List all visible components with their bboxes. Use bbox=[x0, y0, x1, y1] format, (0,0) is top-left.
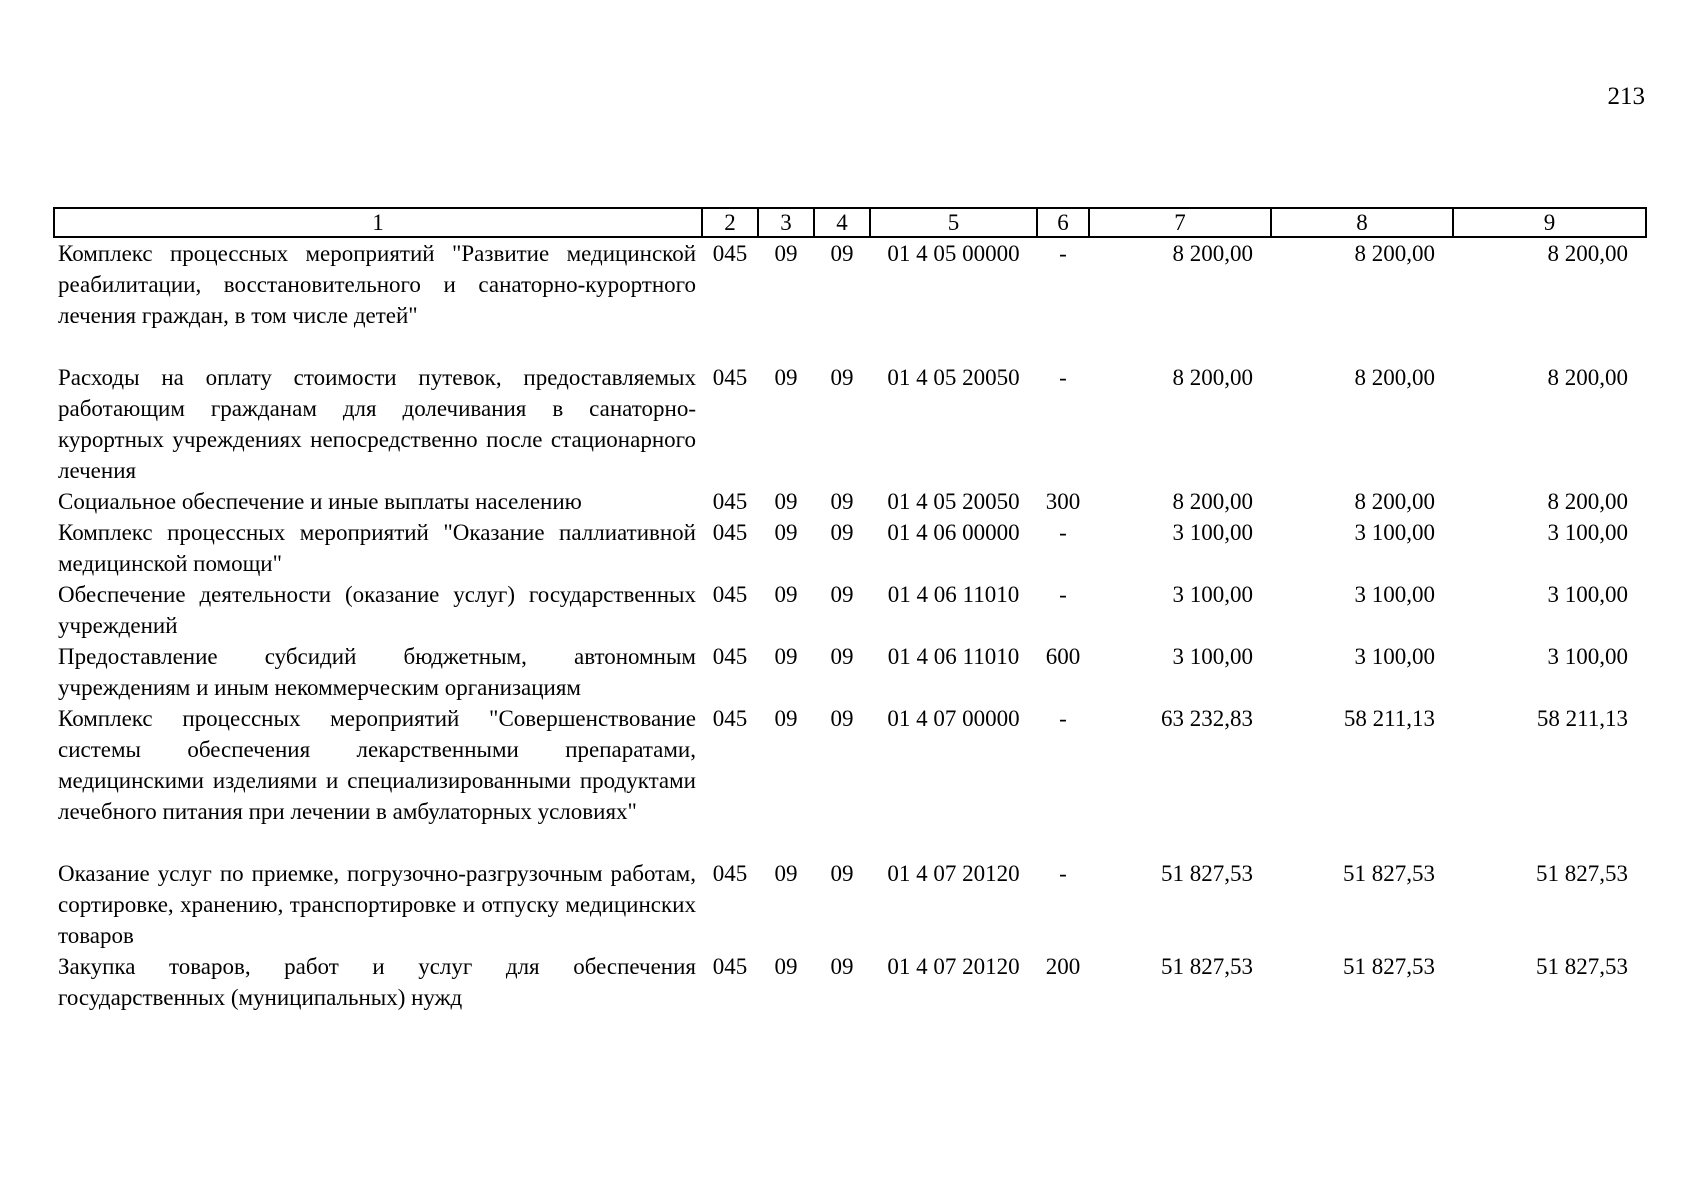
amount-col9: 8 200,00 bbox=[1547, 365, 1628, 390]
amount-col7: 63 232,83 bbox=[1161, 706, 1253, 731]
expense-type-code: - bbox=[1059, 706, 1067, 731]
target-article-code: 01 4 07 20120 bbox=[887, 954, 1020, 979]
amount-col9: 3 100,00 bbox=[1547, 582, 1628, 607]
target-article-code: 01 4 07 00000 bbox=[887, 706, 1020, 731]
expense-name: Расходы на оплату стоимости путевок, предоставляемых работающим гражданам для долечивания в санаторно-курортных учреждениях непосредственно после стационарного лечения bbox=[58, 365, 696, 483]
expense-type-code: 300 bbox=[1045, 489, 1081, 514]
column-header: 3 bbox=[758, 208, 814, 237]
section-code: 09 bbox=[774, 365, 798, 390]
ministry-code: 045 bbox=[712, 861, 748, 886]
expense-name: Закупка товаров, работ и услуг для обеспечения государственных (муниципальных) нужд bbox=[58, 954, 696, 1010]
table-row bbox=[54, 486, 1646, 517]
section-code: 09 bbox=[774, 861, 798, 886]
expense-type-code: 600 bbox=[1045, 644, 1081, 669]
ministry-code: 045 bbox=[712, 954, 748, 979]
section-code: 09 bbox=[774, 582, 798, 607]
amount-col9: 58 211,13 bbox=[1536, 706, 1628, 731]
header-row bbox=[54, 208, 1646, 237]
target-article-code: 01 4 05 20050 bbox=[887, 489, 1020, 514]
section-code: 09 bbox=[774, 954, 798, 979]
section-code: 09 bbox=[774, 241, 798, 266]
expense-name: Предоставление субсидий бюджетным, автономным учреждениям и иным некоммерческим организациям bbox=[58, 644, 696, 700]
ministry-code: 045 bbox=[712, 489, 748, 514]
amount-col8: 51 827,53 bbox=[1343, 954, 1435, 979]
expense-name: Комплекс процессных мероприятий "Развитие медицинской реабилитации, восстановительного и санаторно-курортного лечения граждан, в том числе детей" bbox=[58, 241, 696, 328]
expense-type-code: - bbox=[1059, 365, 1067, 390]
amount-col9: 3 100,00 bbox=[1547, 520, 1628, 545]
amount-col7: 8 200,00 bbox=[1172, 365, 1253, 390]
expense-name: Оказание услуг по приемке, погрузочно-разгрузочным работам, сортировке, хранению, транспортировке и отпуску медицинских товаров bbox=[58, 861, 696, 948]
amount-col8: 58 211,13 bbox=[1343, 706, 1435, 731]
ministry-code: 045 bbox=[712, 241, 748, 266]
table-row bbox=[54, 703, 1646, 858]
amount-col9: 51 827,53 bbox=[1536, 954, 1628, 979]
subsection-code: 09 bbox=[830, 241, 854, 266]
amount-col9: 51 827,53 bbox=[1536, 861, 1628, 886]
expense-type-code: - bbox=[1059, 861, 1067, 886]
ministry-code: 045 bbox=[712, 582, 748, 607]
target-article-code: 01 4 06 11010 bbox=[887, 644, 1020, 669]
table-row bbox=[54, 517, 1646, 579]
expense-type-code: 200 bbox=[1045, 954, 1081, 979]
target-article-code: 01 4 06 00000 bbox=[887, 520, 1020, 545]
ministry-code: 045 bbox=[712, 644, 748, 669]
target-article-code: 01 4 05 20050 bbox=[887, 365, 1020, 390]
ministry-code: 045 bbox=[712, 520, 748, 545]
amount-col8: 3 100,00 bbox=[1354, 644, 1435, 669]
expense-type-code: - bbox=[1059, 241, 1067, 266]
column-header: 7 bbox=[1089, 208, 1271, 237]
expense-type-code: - bbox=[1059, 582, 1067, 607]
table-row bbox=[54, 858, 1646, 951]
amount-col8: 8 200,00 bbox=[1354, 241, 1435, 266]
amount-col7: 3 100,00 bbox=[1172, 520, 1253, 545]
target-article-code: 01 4 05 00000 bbox=[887, 241, 1020, 266]
budget-table bbox=[53, 207, 1647, 1013]
column-header: 1 bbox=[54, 208, 702, 237]
subsection-code: 09 bbox=[830, 706, 854, 731]
subsection-code: 09 bbox=[830, 489, 854, 514]
amount-col7: 3 100,00 bbox=[1172, 644, 1253, 669]
section-code: 09 bbox=[774, 706, 798, 731]
amount-col8: 51 827,53 bbox=[1343, 861, 1435, 886]
column-header: 8 bbox=[1271, 208, 1453, 237]
subsection-code: 09 bbox=[830, 582, 854, 607]
amount-col9: 8 200,00 bbox=[1547, 489, 1628, 514]
expense-type-code: - bbox=[1059, 520, 1067, 545]
amount-col9: 3 100,00 bbox=[1547, 644, 1628, 669]
expense-name: Комплекс процессных мероприятий "Совершенствование системы обеспечения лекарственными препаратами, медицинскими изделиями и специализированными продуктами лечебного питания при лечении в амбулаторных условиях" bbox=[58, 706, 696, 824]
amount-col7: 8 200,00 bbox=[1172, 241, 1253, 266]
table-row bbox=[54, 951, 1646, 1013]
amount-col9: 8 200,00 bbox=[1547, 241, 1628, 266]
amount-col7: 3 100,00 bbox=[1172, 582, 1253, 607]
target-article-code: 01 4 06 11010 bbox=[887, 582, 1020, 607]
column-header: 5 bbox=[870, 208, 1037, 237]
column-header: 9 bbox=[1453, 208, 1646, 237]
amount-col7: 51 827,53 bbox=[1161, 861, 1253, 886]
ministry-code: 045 bbox=[712, 365, 748, 390]
subsection-code: 09 bbox=[830, 520, 854, 545]
table-row bbox=[54, 237, 1646, 362]
amount-col8: 3 100,00 bbox=[1354, 582, 1435, 607]
column-header: 2 bbox=[702, 208, 758, 237]
page-number: 213 bbox=[1607, 83, 1645, 110]
amount-col8: 8 200,00 bbox=[1354, 489, 1435, 514]
subsection-code: 09 bbox=[830, 861, 854, 886]
subsection-code: 09 bbox=[830, 644, 854, 669]
table-row bbox=[54, 362, 1646, 486]
expense-name: Социальное обеспечение и иные выплаты населению bbox=[58, 489, 582, 514]
section-code: 09 bbox=[774, 520, 798, 545]
expense-name: Обеспечение деятельности (оказание услуг) государственных учреждений bbox=[58, 582, 696, 638]
amount-col7: 8 200,00 bbox=[1172, 489, 1253, 514]
subsection-code: 09 bbox=[830, 365, 854, 390]
ministry-code: 045 bbox=[712, 706, 748, 731]
table-row bbox=[54, 641, 1646, 703]
table-row bbox=[54, 579, 1646, 641]
expense-name: Комплекс процессных мероприятий "Оказание паллиативной медицинской помощи" bbox=[58, 520, 696, 576]
section-code: 09 bbox=[774, 489, 798, 514]
amount-col8: 8 200,00 bbox=[1354, 365, 1435, 390]
column-header: 4 bbox=[814, 208, 870, 237]
target-article-code: 01 4 07 20120 bbox=[887, 861, 1020, 886]
amount-col8: 3 100,00 bbox=[1354, 520, 1435, 545]
subsection-code: 09 bbox=[830, 954, 854, 979]
section-code: 09 bbox=[774, 644, 798, 669]
column-header: 6 bbox=[1037, 208, 1089, 237]
amount-col7: 51 827,53 bbox=[1161, 954, 1253, 979]
